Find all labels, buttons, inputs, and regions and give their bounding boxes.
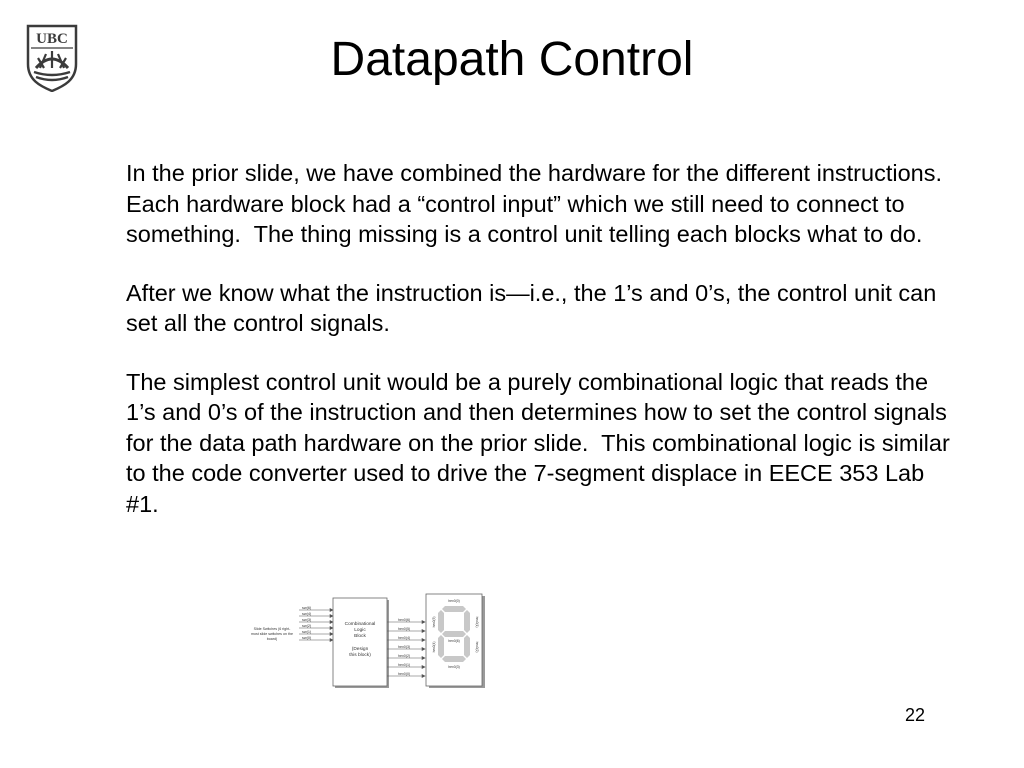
slide-body: [126, 158, 956, 519]
input-caption-line1: Slide Switches (6 right-: [253, 627, 291, 631]
segment-label-bottom: hex0(3): [448, 665, 460, 669]
combinational-logic-block: [333, 598, 387, 686]
segment-label-top: hex0(0): [448, 599, 460, 603]
segment-label-lower-right: hex0(2): [475, 641, 479, 653]
paragraph-2: After we know what the instruction is—i.e., the 1’s and 0’s, the control unit can set all the control signals.: [126, 279, 943, 336]
segment-label-upper-left: hex0(5): [432, 616, 436, 628]
segment-lower-right: [464, 635, 470, 658]
segment-label-middle: hex0(6): [448, 639, 460, 643]
output-label-hex0-4: hex0(4): [398, 636, 411, 640]
block-label-line6: this block): [349, 653, 371, 658]
input-caption-line2: most slide switches on the: [251, 632, 293, 636]
block-label-line2: Logic: [354, 628, 366, 633]
input-label-sw4: sw(4): [302, 612, 312, 616]
segment-middle: [442, 631, 466, 637]
page-number: 22: [905, 705, 926, 725]
block-label-line1: Combinational: [344, 622, 376, 627]
segment-label-lower-left: hex0(4): [432, 641, 436, 653]
input-label-sw6: sw(6): [302, 606, 312, 610]
output-label-hex0-1: hex0(1): [398, 663, 411, 667]
paragraph-1: In the prior slide, we have combined the hardware for the different instructions. Each hardware block had a “control input” which we still need to connect to something. The thing missing is a control unit telling each blocks what to do.: [126, 160, 956, 247]
block-label-line5: (Design: [351, 647, 369, 652]
input-label-sw0: sw(0): [302, 636, 312, 640]
segment-upper-left: [438, 610, 444, 633]
input-caption-line3: board): [266, 637, 278, 641]
segment-bottom: [442, 656, 466, 662]
output-label-hex0-6: hex0(6): [398, 618, 411, 622]
output-label-hex0-2: hex0(2): [398, 654, 411, 658]
seven-segment-diagram: [244, 592, 490, 690]
input-label-sw1: sw(1): [302, 630, 312, 634]
paragraph-3: The simplest control unit would be a purely combinational logic that reads the 1’s and 0’s of the instruction and then determines how to set the control signals for the data path hardware on the prior slide. This combinational logic is similar to the code converter used to drive the 7-segment displace in EECE 353 Lab #1.: [126, 368, 957, 517]
output-label-hex0-5: hex0(5): [398, 627, 411, 631]
input-label-sw2: sw(2): [302, 624, 312, 628]
logo-text: UBC: [36, 31, 68, 47]
segment-lower-left: [438, 635, 444, 658]
output-label-hex0-0: hex0(0): [398, 672, 411, 676]
slide-title: Datapath Control: [330, 33, 694, 86]
segment-upper-right: [464, 610, 470, 633]
segment-label-upper-right: hex0(1): [475, 616, 479, 628]
input-label-sw3: sw(3): [302, 618, 312, 622]
segment-top: [442, 606, 466, 612]
output-label-hex0-3: hex0(3): [398, 645, 411, 649]
block-label-line3: Block: [354, 634, 366, 639]
